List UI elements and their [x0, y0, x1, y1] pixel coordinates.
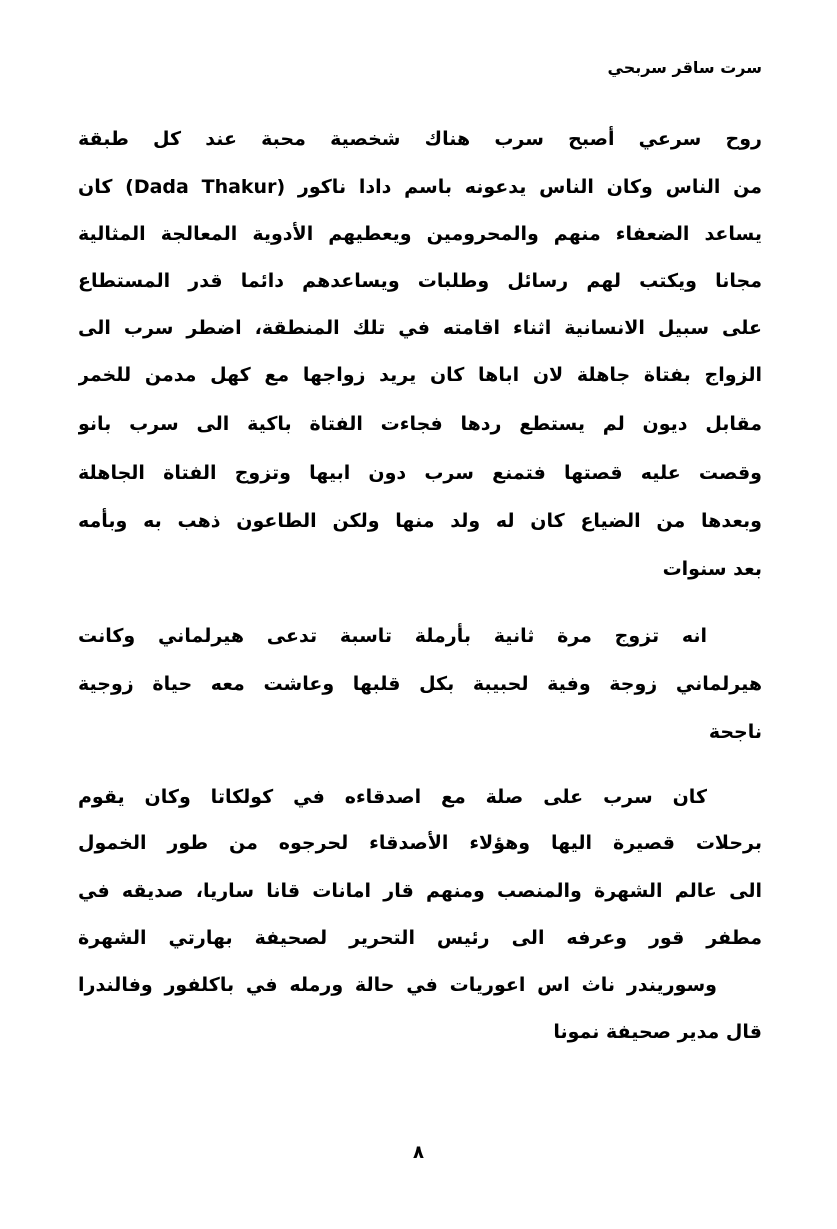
paragraph-3-line-5: وسوريندر ناث اس اعوريات في حالة ورمله في باكلفور وفالندرا	[78, 974, 717, 996]
paragraph-1-line-4: مجانا ويكتب لهم رسائل وطلبات ويساعدهم دائما قدر المستطاع	[78, 270, 762, 292]
paragraph-1-line-6: الزواج بفتاة جاهلة لان اباها كان يريد زواجها مع كهل مدمن للخمر	[78, 364, 762, 386]
paragraph-1-line-8: وقصت عليه قصتها فتمنع سرب دون ابيها وتزوج الفتاة الجاهلة	[78, 462, 762, 484]
paragraph-2-line-1: انه تزوج مرة ثانية بأرملة تاسبة تدعى هيرلماني وكانت	[78, 625, 707, 647]
running-header: سرت ساقر سربحي	[607, 58, 762, 77]
page-number: ٨	[413, 1142, 424, 1163]
paragraph-1-line-1: روح سرعي أصبح سرب هناك شخصية محبة عند كل طبقة	[78, 128, 762, 150]
paragraph-1-line-10: بعد سنوات	[662, 558, 762, 580]
paragraph-1-line-7: مقابل ديون لم يستطع ردها فجاءت الفتاة باكية الى سرب بانو	[78, 413, 762, 435]
paragraph-3-line-3: الى عالم الشهرة والمنصب ومنهم قار امانات قانا ساريا، صديقه في	[78, 880, 762, 902]
paragraph-3-line-2: برحلات قصيرة اليها وهؤلاء الأصدقاء لحرجوه من طور الخمول	[78, 832, 762, 854]
paragraph-3-line-1: كان سرب على صلة مع اصدقاءه في كولكاتا وكان يقوم	[78, 786, 707, 808]
paragraph-3-line-4: مطفر قور وعرفه الى رئيس التحرير لصحيفة بهارتي الشهرة	[78, 927, 762, 949]
paragraph-1-line-9: وبعدها من الضياع كان له ولد منها ولكن الطاعون ذهب به وبأمه	[78, 510, 762, 532]
paragraph-2-line-3: ناجحة	[708, 721, 762, 743]
paragraph-1-line-3: يساعد الضعفاء منهم والمحرومين ويعطيهم الأدوية المعالجة المثالية	[78, 223, 762, 245]
paragraph-1-line-2-text: من الناس وكان الناس يدعونه باسم دادا ناكور (Dada Thakur) كان	[78, 176, 762, 198]
paragraph-3-line-6: قال مدير صحيفة نمونا	[553, 1021, 762, 1043]
paragraph-1-line-2	[78, 173, 762, 203]
paragraph-1-line-5: على سبيل الانسانية اثناء اقامته في تلك المنطقة، اضطر سرب الى	[78, 317, 762, 339]
paragraph-2-line-2: هيرلماني زوجة وفية لحبيبة بكل قلبها وعاشت معه حياة زوجية	[78, 673, 762, 695]
